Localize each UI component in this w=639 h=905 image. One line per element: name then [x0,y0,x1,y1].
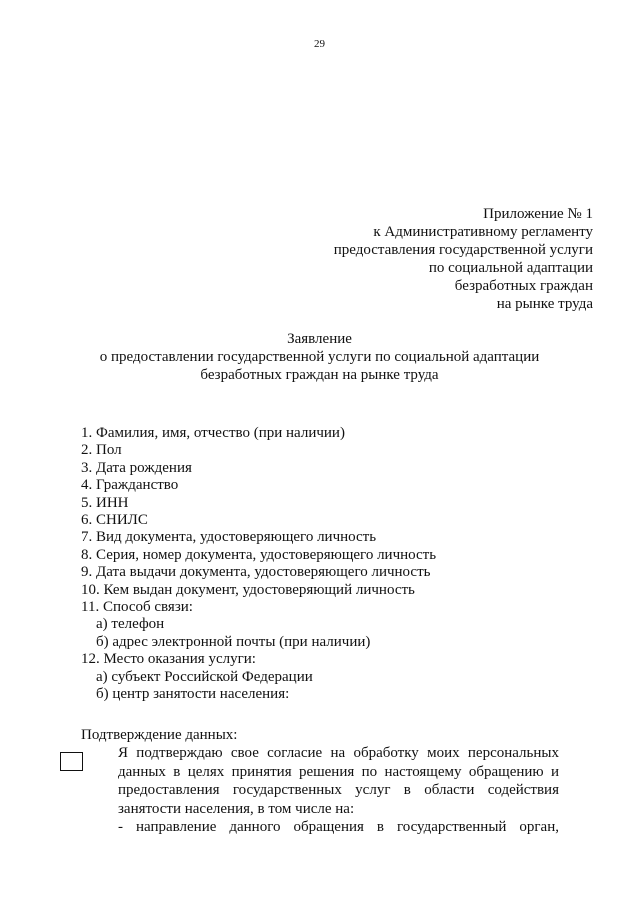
consent-text [118,744,559,837]
field-subitem: б) адрес электронной почты (при наличии) [96,633,371,650]
field-item: 12. Место оказания услуги: [81,651,256,668]
field-subitem: а) субъект Российской Федерации [96,668,313,685]
confirmation-title: Подтверждение данных: [81,727,238,743]
title-heading: Заявление [287,331,352,347]
appendix-line: предоставления государственной услуги [333,242,593,258]
document-title [0,330,639,384]
field-item: 1. Фамилия, имя, отчество (при наличии) [81,425,345,441]
appendix-block [334,205,593,313]
consent-line: - направление данного обращения в государственный орган, [118,819,559,836]
field-subitem: а) телефон [96,616,165,633]
appendix-line: Приложение № 1 [483,206,593,222]
field-item: 5. ИНН [81,494,129,511]
consent-line: занятости населения, в том числе на: [118,800,355,817]
appendix-line: к Административному регламенту [373,224,593,240]
appendix-line: по социальной адаптации [428,260,593,276]
field-item: 11. Способ связи: [81,599,193,616]
appendix-line: безработных граждан [454,278,593,294]
form-fields-list [81,425,436,704]
field-item: 7. Вид документа, удостоверяющего личность [81,529,377,546]
consent-line: Я подтверждаю свое согласие на обработку моих персональных [118,745,559,761]
field-item: 8. Серия, номер документа, удостоверяющего личность [81,546,437,563]
field-item: 10. Кем выдан документ, удостоверяющий личность [81,581,415,598]
consent-line: данных в целях принятия решения по настоящему обращению и [118,763,559,780]
title-line: о предоставлении государственной услуги по социальной адаптации [99,349,540,365]
field-item: 9. Дата выдачи документа, удостоверяющего личность [81,564,431,581]
field-subitem: б) центр занятости населения: [96,686,290,703]
field-item: 3. Дата рождения [81,459,192,476]
field-item: 6. СНИЛС [81,512,148,529]
field-item: 4. Гражданство [81,477,179,494]
title-line: безработных граждан на рынке труда [200,367,439,383]
field-item: 2. Пол [81,442,122,459]
consent-checkbox[interactable] [60,752,83,771]
consent-line: предоставления государственных услуг в области содействия [118,782,559,799]
appendix-line: на рынке труда [496,296,593,312]
page-number: 29 [314,38,325,50]
